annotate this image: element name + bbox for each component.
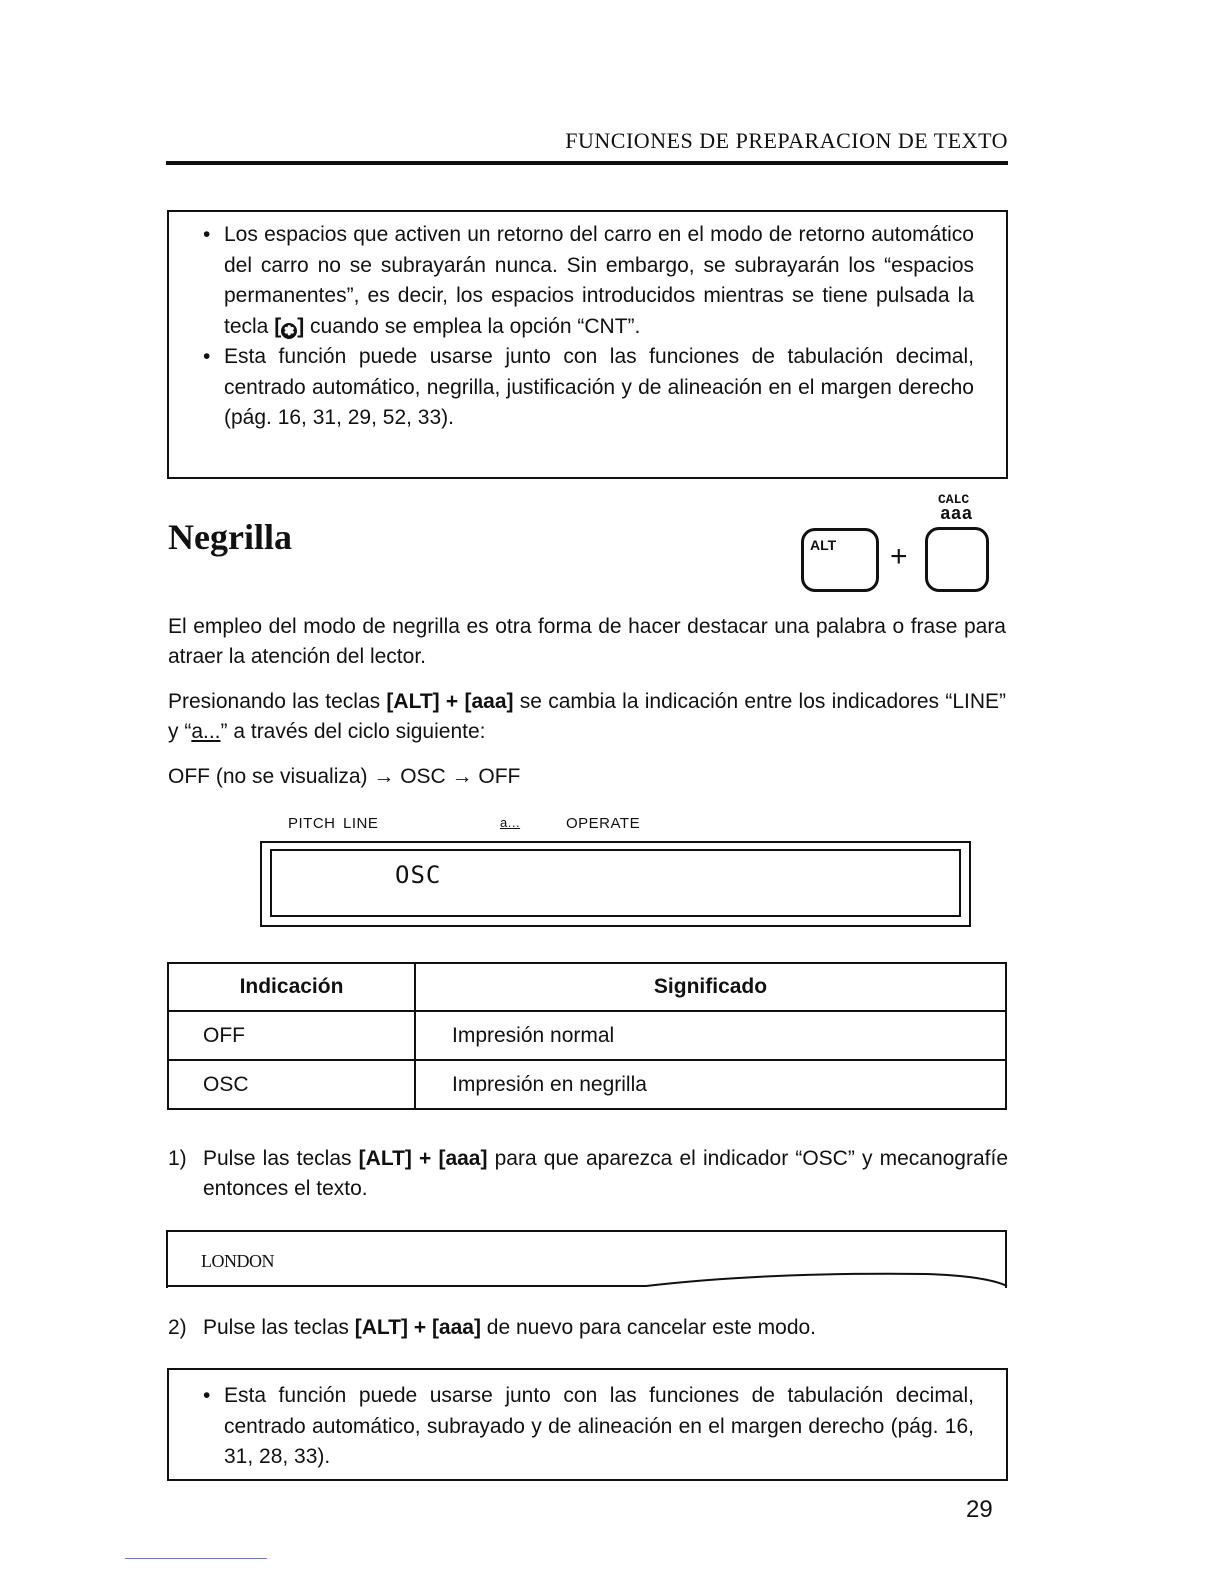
aaa-key-icon	[925, 527, 989, 592]
lcd-text: OSC	[395, 861, 442, 889]
plus-sign: +	[890, 540, 908, 573]
indicator-operate: OPERATE	[566, 815, 641, 832]
note2-bullet-1: • Esta función puede usarse junto con las funciones de tabulación decimal, centrado automático, subrayado y de alineación en el margen derecho (pág. 16, 31, 28, 33).	[169, 1381, 1006, 1473]
step-1-number: 1)	[168, 1147, 187, 1170]
step-1-text: Pulse las teclas [ALT] + [aaa] para que aparezca el indicador “OSC” y mecanografíe entonces el texto.	[203, 1147, 1008, 1200]
sample-output-text: LONDON	[201, 1251, 274, 1271]
table-row	[168, 1011, 1006, 1060]
cycle-line: OFF (no se visualiza) → OSC → OFF	[168, 765, 521, 788]
alt-key-icon	[801, 528, 879, 592]
note-bullet-1-text: Los espacios que activen un retorno del carro en el modo de retorno automático del carro no se subrayarán nunca. Sin embargo, se subrayarán los “espacios permanentes”, es decir, los espacios introducidos mientras se tiene pulsada la tecla	[224, 223, 974, 338]
step-1	[168, 1144, 1008, 1204]
indicator-pitch: PITCH	[288, 815, 336, 832]
step-2	[168, 1313, 1008, 1343]
indicator-a: a...	[500, 815, 521, 830]
aaa-key-ref: [aaa]	[464, 690, 514, 713]
aaa-label: aaa	[940, 505, 973, 525]
lcd-inner-frame	[270, 849, 961, 917]
section-title: Negrilla	[168, 517, 292, 557]
indicator-line: LINE	[343, 815, 379, 832]
table-cell: OSC	[168, 1060, 415, 1109]
table-header-indicacion: Indicación	[168, 963, 415, 1011]
calc-label: CALC	[938, 492, 970, 507]
note-bullet-1	[169, 220, 1006, 342]
table-cell: OFF	[168, 1011, 415, 1060]
intro-paragraph-2: Presionando las teclas [ALT] + [aaa] se cambia la indicación entre los indicadores “LINE” y “a...” a través del ciclo siguiente:	[168, 690, 1006, 743]
note-list-2	[169, 1381, 1006, 1473]
lcd-display	[260, 841, 971, 927]
note-box-bottom	[167, 1368, 1008, 1481]
table-cell: Impresión en negrilla	[415, 1060, 1006, 1109]
note-bullet-2: • Esta función puede usarse junto con las funciones de tabulación decimal, centrado automático, negrilla, justificación y de alineación en el margen derecho (pág. 16, 31, 29, 52, 33).	[169, 342, 1006, 434]
table-cell: Impresión normal	[415, 1011, 1006, 1060]
note-list	[169, 220, 1006, 434]
page-number: 29	[966, 1496, 993, 1523]
step-2-number: 2)	[168, 1316, 187, 1339]
alt-key-ref: [ALT]	[386, 690, 440, 713]
intro-paragraph-1: El empleo del modo de negrilla es otra forma de hacer destacar una palabra o frase para atraer la atención del lector.	[168, 615, 1006, 668]
table-header-row	[168, 963, 1006, 1011]
alt-key-label: ALT	[810, 537, 837, 553]
note-bullet-1-tail: cuando se emplea la opción “CNT”.	[304, 314, 641, 338]
note-box-top	[167, 210, 1008, 479]
space-key-icon: [ ✽ ]	[274, 314, 305, 338]
footer-rule	[125, 1558, 267, 1559]
step-2-text: Pulse las teclas [ALT] + [aaa] de nuevo para cancelar este modo.	[203, 1316, 817, 1339]
paper-curve	[166, 1268, 1009, 1290]
running-header: FUNCIONES DE PREPARACION DE TEXTO	[565, 128, 1008, 153]
header-rule	[166, 161, 1008, 165]
table-header-significado: Significado	[415, 963, 1006, 1011]
indicator-table	[167, 962, 1007, 1110]
table-row	[168, 1060, 1006, 1109]
